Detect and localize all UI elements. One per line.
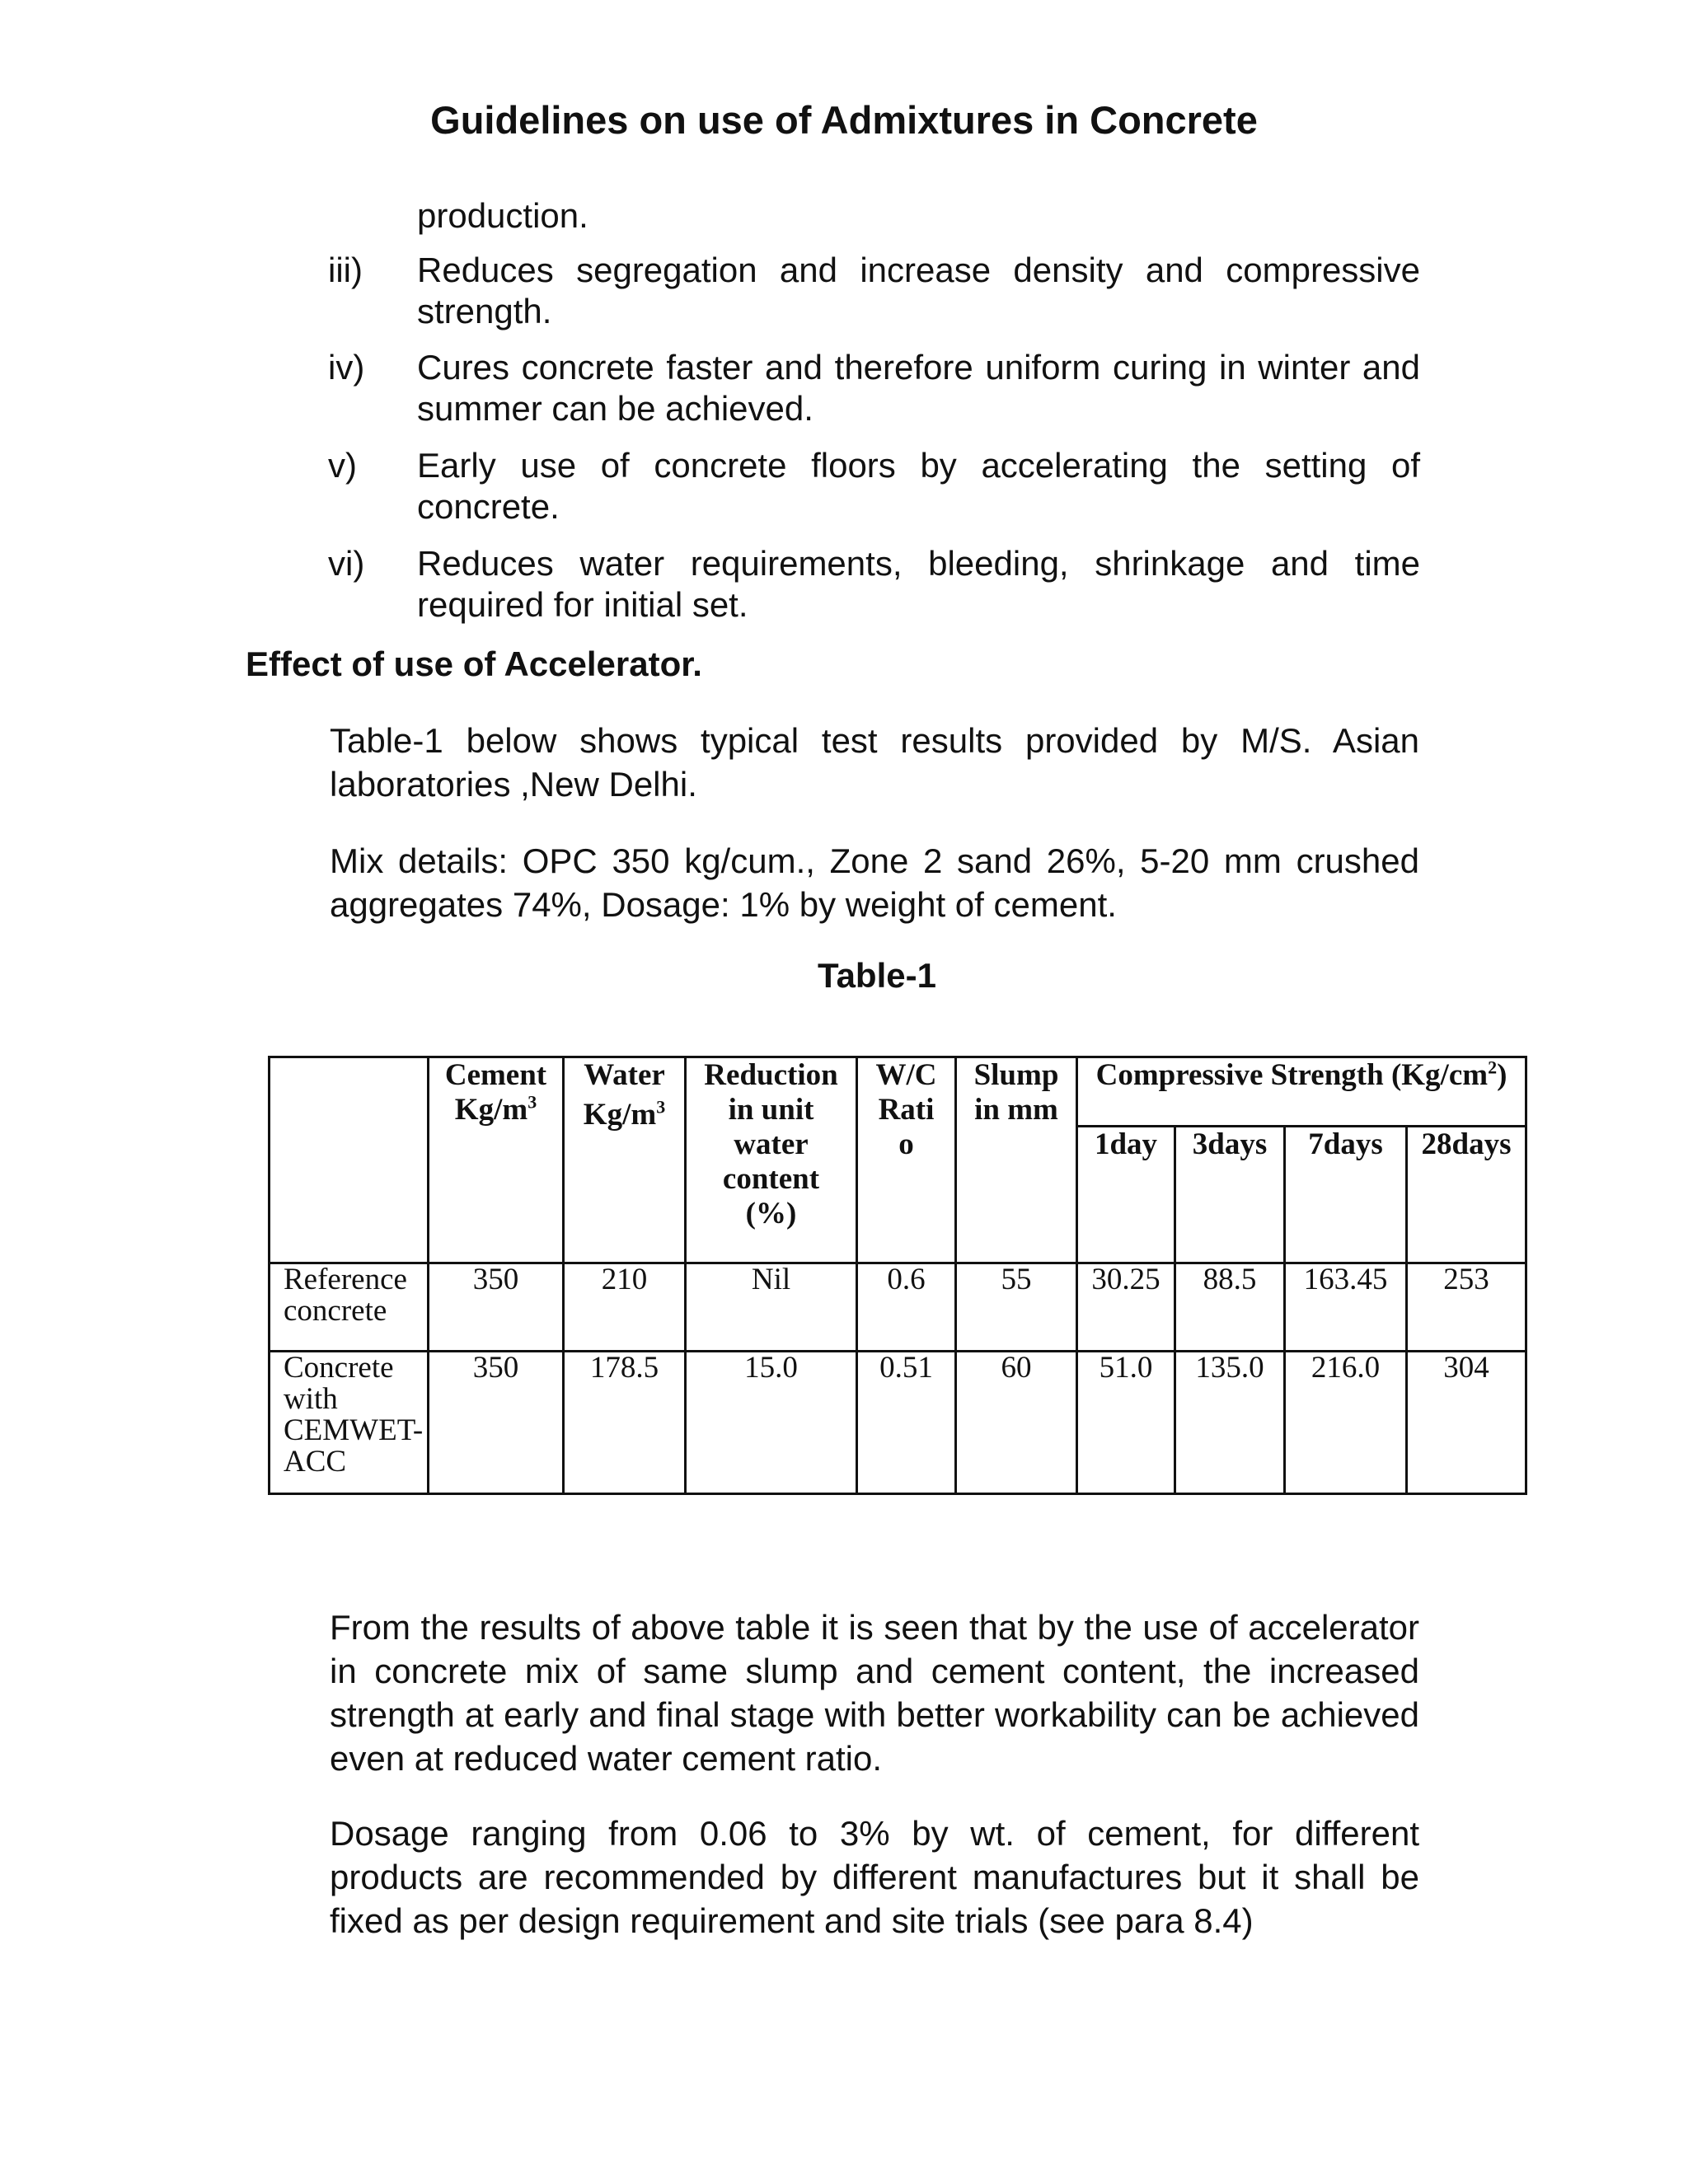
col-header-cement: Cement $Kg/m^3$ <box>429 1057 564 1263</box>
cell-28days: 253 <box>1407 1263 1526 1352</box>
col-header-water: Water $Kg/m^3$ <box>564 1057 686 1263</box>
section-heading: Effect of use of Accelerator. <box>246 644 702 683</box>
list-item-text: Early use of concrete floors by accelerating the setting of concrete. <box>417 446 1420 526</box>
row-label: Reference concrete <box>270 1263 429 1352</box>
cell-cement: 350 <box>429 1263 564 1352</box>
col-header-compressive-strength: Compressive Strength $(Kg/cm^2)$ <box>1077 1057 1526 1127</box>
cell-slump: 55 <box>956 1263 1077 1352</box>
cell-7days: 163.45 <box>1285 1263 1407 1352</box>
result-paragraph: From the results of above table it is seen that by the use of accelerator in concrete mix of same slump and cement content, the increased strength at early and final stage with better workability can be achieved even at reduced water cement ratio. <box>330 1608 1419 1778</box>
cell-wc-ratio: 0.6 <box>857 1263 956 1352</box>
cell-1day: 30.25 <box>1077 1263 1175 1352</box>
cell-slump: 60 <box>956 1352 1077 1494</box>
cell-wc-ratio: 0.51 <box>857 1352 956 1494</box>
cell-3days: 88.5 <box>1175 1263 1285 1352</box>
cell-3days: 135.0 <box>1175 1352 1285 1494</box>
page-title: Guidelines on use of Admixtures in Concrete <box>430 98 1258 142</box>
results-table <box>268 1056 1527 1495</box>
cell-1day: 51.0 <box>1077 1352 1175 1494</box>
list-item-text: Cures concrete faster and therefore uniform curing in winter and summer can be achieved. <box>417 348 1420 428</box>
dosage-paragraph: Dosage ranging from 0.06 to 3% by wt. of cement, for different products are recommended by different manufactures but it shall be fixed as per design requirement and site trials (see para 8.4) <box>330 1814 1419 1940</box>
col-header-wc-ratio: W/C Rati o <box>857 1057 956 1263</box>
col-header-reduction: Reduction in unit water content (%) <box>686 1057 857 1263</box>
cell-cement: 350 <box>429 1352 564 1494</box>
col-header-slump: Slump in mm <box>956 1057 1077 1263</box>
mix-details-paragraph: Mix details: OPC 350 kg/cum., Zone 2 sand 26%, 5-20 mm crushed aggregates 74%, Dosage: 1% by weight of cement. <box>330 841 1419 924</box>
list-item-number: v) <box>328 446 357 485</box>
cell-28days: 304 <box>1407 1352 1526 1494</box>
cell-7days: 216.0 <box>1285 1352 1407 1494</box>
col-header-7days: 7days <box>1285 1127 1407 1263</box>
list-item-number: iv) <box>328 348 365 387</box>
cell-reduction: 15.0 <box>686 1352 857 1494</box>
cell-water: 178.5 <box>564 1352 686 1494</box>
col-header-1day: 1day <box>1077 1127 1175 1263</box>
cell-reduction: Nil <box>686 1263 857 1352</box>
list-item-text: Reduces water requirements, bleeding, shrinkage and time required for initial set. <box>417 544 1420 624</box>
table-corner-cell <box>270 1057 429 1263</box>
table-row <box>270 1263 1526 1352</box>
list-item-number: vi) <box>328 544 365 583</box>
list-continuation: production. <box>417 196 588 235</box>
col-header-3days: 3days <box>1175 1127 1285 1263</box>
cell-water: 210 <box>564 1263 686 1352</box>
list-item-number: iii) <box>328 251 363 289</box>
row-label: Concrete with CEMWET- ACC <box>270 1352 429 1494</box>
table-caption: Table-1 <box>818 956 936 995</box>
list-item-text: Reduces segregation and increase density and compressive strength. <box>417 251 1420 330</box>
intro-paragraph: Table-1 below shows typical test results provided by M/S. Asian laboratories ,New Delhi. <box>330 721 1419 804</box>
table-row <box>270 1352 1526 1494</box>
col-header-28days: 28days <box>1407 1127 1526 1263</box>
